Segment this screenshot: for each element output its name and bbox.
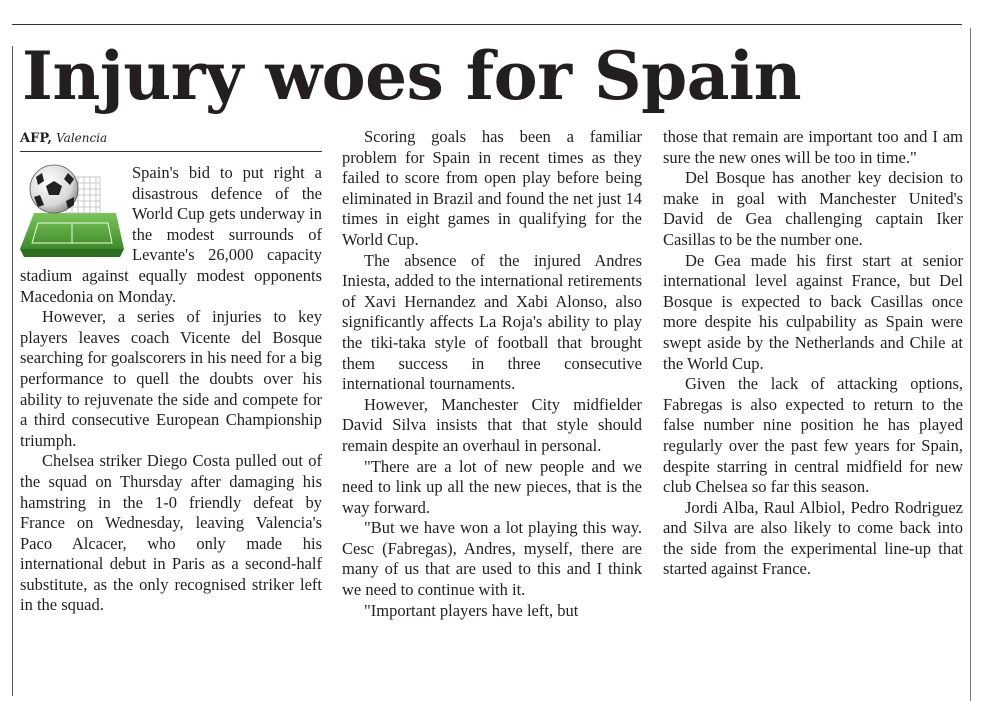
paragraph: De Gea made his first start at senior international level against France, but Del Bosque is expected to back Casillas once more despite his culpability as Spain were swept aside by the Netherlands and Chile at the World Cup. xyxy=(663,250,963,373)
article-column-2 xyxy=(342,127,642,621)
paragraph: Del Bosque has another key decision to make in goal with Manchester United's David de Gea challenging captain Iker Casillas to be the number one. xyxy=(663,168,963,249)
paragraph: "But we have won a lot playing this way. Cesc (Fabregas), Andres, myself, there are many of us that are used to this and I think we need to continue with it. xyxy=(342,518,642,600)
paragraph: Chelsea striker Diego Costa pulled out of the squad on Thursday after damaging his hamstring in the 1-0 friendly defeat by France on Wednesday, leaving Valencia's Paco Alcacer, who only made his international debut in Paris as a second-half substitute, as the only recognised striker left in the squad. xyxy=(20,451,322,615)
top-rule xyxy=(12,24,962,25)
right-rule xyxy=(970,28,971,701)
paragraph-text: Spain's bid to put right a disastrous defence of the World Cup gets underway in the modest surrounds of Levante's 26,000 capacity stadium against equally modest opponents Macedonia on Monday. xyxy=(20,163,322,306)
paragraph: those that remain are important too and I am sure the new ones will be too in time." xyxy=(663,127,963,167)
paragraph: Scoring goals has been a familiar problem for Spain in recent times as they failed to score from open play before being eliminated in Brazil and found the net just 14 times in eight games in qualifying for the World Cup. xyxy=(342,127,642,249)
paragraph: "There are a lot of new people and we need to link up all the new pieces, that is the way forward. xyxy=(342,456,642,517)
byline-dateline: Valencia xyxy=(56,131,108,145)
paragraph: However, Manchester City midfielder David Silva insists that that style should remain despite an overhaul in personal. xyxy=(342,394,642,455)
left-rule xyxy=(12,46,13,696)
byline xyxy=(20,129,322,152)
paragraph: Jordi Alba, Raul Albiol, Pedro Rodriguez and Silva are also likely to come back into the side from the experimental line-up that started against France. xyxy=(663,497,963,579)
paragraph: The absence of the injured Andres Iniesta, added to the international retirements of Xavi Hernandez and Xabi Alonso, also significantly affects La Roja's ability to play the tiki-taka style of football that brought them success in three consecutive international tournaments. xyxy=(342,250,642,394)
byline-agency: AFP, xyxy=(20,131,52,146)
article-column-3 xyxy=(663,127,963,580)
headline: Injury woes for Spain xyxy=(22,37,802,115)
paragraph: "Important players have left, but xyxy=(364,600,579,620)
soccer-ball-goal-icon xyxy=(20,163,124,259)
paragraph xyxy=(20,163,322,307)
paragraph: However, a series of injuries to key players leaves coach Vicente del Bosque searching for goalscorers in his need for a big performance to quell the doubts over his ability to rejuvenate the side and compete for a third consecutive European Championship triumph. xyxy=(20,307,322,450)
article-column-1 xyxy=(20,163,322,616)
paragraph: Given the lack of attacking options, Fabregas is also expected to return to the false number nine position he has played regularly over the past few years for Spain, despite starring in central midfield for new club Chelsea so far this season. xyxy=(663,374,963,497)
